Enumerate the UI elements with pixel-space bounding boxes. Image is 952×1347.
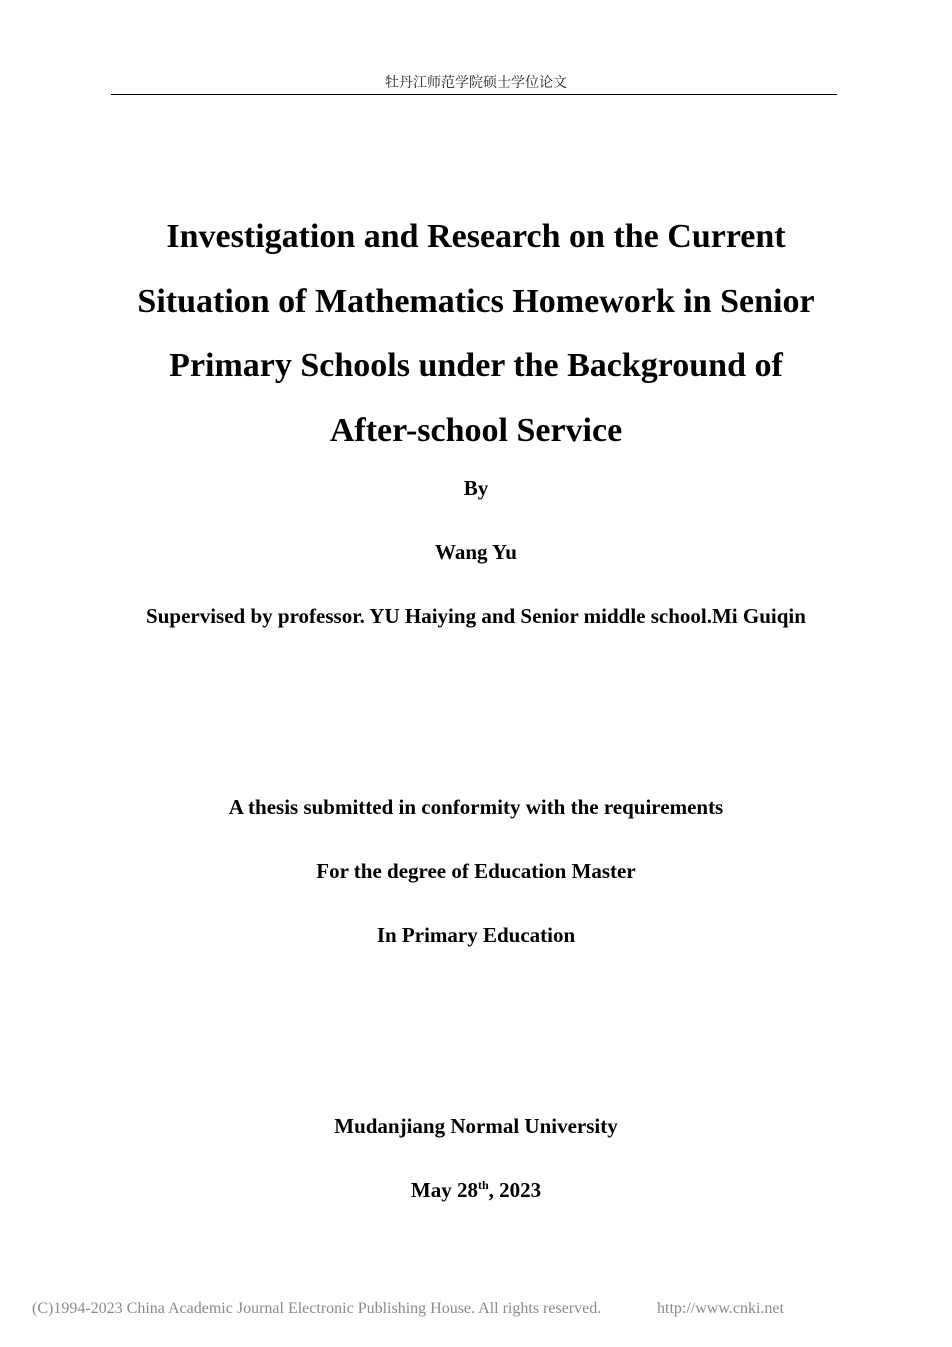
degree-line: For the degree of Education Master — [316, 859, 636, 883]
field-line: In Primary Education — [376, 923, 576, 947]
date-year: , 2023 — [488, 1178, 542, 1202]
title-line-2: Situation of Mathematics Homework in Senior — [137, 282, 815, 320]
running-header: 牡丹江师范学院硕士学位论文 — [385, 75, 567, 91]
submission-date — [0, 1177, 952, 1203]
by-label: By — [463, 476, 489, 500]
footer-url[interactable]: http://www.cnki.net — [657, 1300, 784, 1317]
header-rule — [111, 94, 837, 95]
supervisors: Supervised by professor. YU Haiying and Senior middle school.Mi Guiqin — [146, 604, 806, 628]
date-ordinal-suffix: th — [477, 1178, 489, 1192]
thesis-title — [100, 205, 852, 463]
author-name: Wang Yu — [435, 540, 517, 564]
date-day: May 28 — [410, 1178, 478, 1202]
university-name: Mudanjiang Normal University — [334, 1114, 618, 1138]
footer-copyright: (C)1994-2023 China Academic Journal Electronic Publishing House. All rights reserved. — [32, 1300, 602, 1317]
title-line-4: After-school Service — [329, 411, 623, 449]
title-line-3: Primary Schools under the Background of — [169, 347, 783, 384]
submission-statement: A thesis submitted in conformity with the requirements — [228, 795, 724, 819]
title-line-1: Investigation and Research on the Current — [166, 218, 786, 255]
